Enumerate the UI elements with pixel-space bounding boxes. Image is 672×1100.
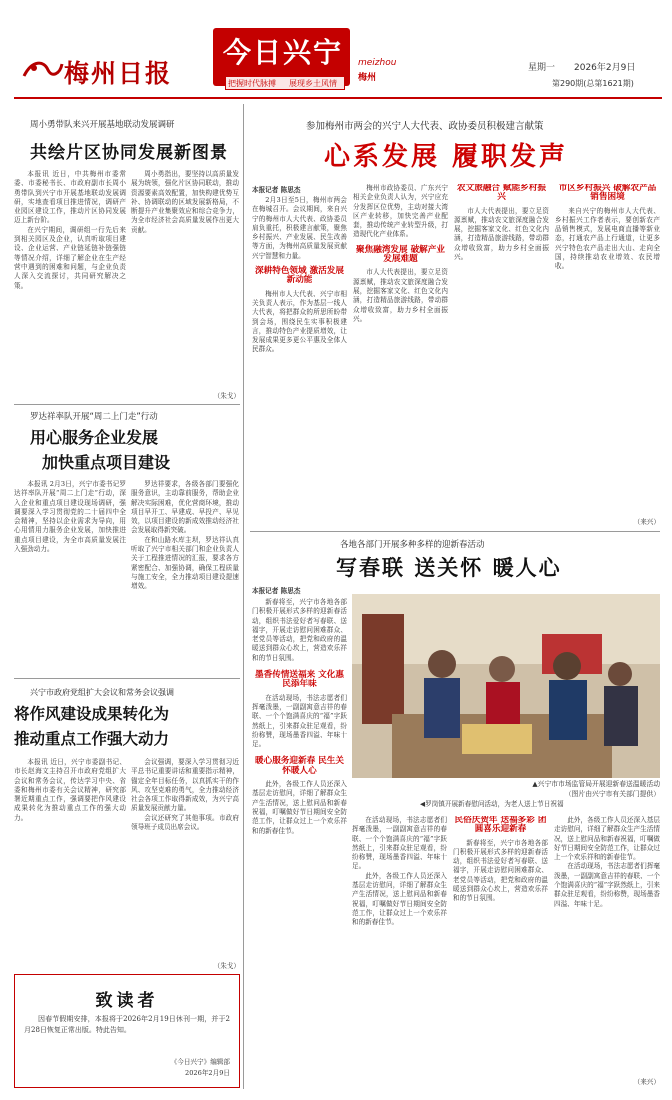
photo-caption-3: ◀罗岗镇开展新春慰问活动，为老人送上节日祝福 bbox=[420, 800, 564, 808]
brand-city: 梅州 bbox=[358, 73, 377, 83]
article-1-body: 本报讯 近日，中共梅州市委常委、市委秘书长、市政府副市长周小勇带队到兴宁市开展基地联动发展调研，实地查看项目推进情况，调研产业园区建设工作，推动片区协同发展迈上新台阶。 在兴宁期间，调研组一行先后来到相关园区及企业，认真听取项目建设、企业运营、产业链延链补链强链等情况介绍，详细了解企业在生产经营中遇到的困难和问题，与企业负责人深入交流探讨，共同研究解决之策。 bbox=[14, 170, 126, 290]
subhead-5: 墨香传情送福来 文化惠民添年味 bbox=[255, 670, 344, 690]
article-4-col-4: 市区乡村振兴 破解农产品销售困境 来自兴宁的梅州市人大代表、乡村振兴工作者表示，要创新农产品销售模式，发展电商直播等新业态，打通农产品上行通道，让更多兴宁特色农产品走出大山、走向全国，持续推动农业增效、农民增收。 bbox=[555, 184, 660, 271]
masthead bbox=[0, 0, 672, 98]
newspaper-logo-icon bbox=[22, 56, 64, 82]
article-1-body-cont: 周小勇指出，要坚持以高质量发展为统领，强化片区协同联动，推动资源要素高效配置，加快构建优势互补、协调联动的区域发展新格局，不断提升产业集聚效应和综合竞争力，为全市经济社会高质量发展作出更大贡献。 bbox=[131, 170, 239, 234]
subhead-6: 暖心服务迎新春 民生关怀暖人心 bbox=[255, 756, 344, 776]
article-3-title-1: 将作风建设成果转化为 bbox=[14, 704, 170, 723]
masthead-divider bbox=[14, 97, 662, 99]
subhead-2: 聚焦融湾发展 破解产业发展难题 bbox=[356, 244, 445, 265]
article-4-col-1: 2月3日至5日，梅州市两会在梅城召开。会议期间，来自兴宁的梅州市人大代表、政协委员肩负重托，积极建言献策，聚焦乡村振兴、产业发展、民生改善等方面，为梅州高质量发展贡献兴宁智慧和力量。 深耕特色领域 激活发展新动能 梅州市人大代表、兴宁市相关负责人表示，作为基层一线人大代表，将把群众的所思所盼带到会场，围绕民生实事积极建言，推动特色产业提质增效，让发展成果更多更公平惠及全体人民群众。 bbox=[252, 196, 347, 354]
subhead-7: 民俗庆贺年 送福多彩 团圆喜乐迎新春 bbox=[454, 816, 547, 835]
article-5-col-2: 在活动现场，书法志愿者们挥毫泼墨，一副副寓意吉祥的春联、一个个饱满喜庆的“福”字跃然纸上，引来群众驻足观看，纷纷称赞，现场墨香四溢、年味十足。 此外，各级工作人员还深入基层走访慰问，详细了解群众生产生活情况，送上慰问品和新春祝福，叮嘱做好节日期间安全防范工作，让群众过上一个欢乐祥和的新春佳节。 bbox=[352, 816, 447, 927]
article-4-byline: 本报记者 陈思杰 bbox=[252, 186, 301, 194]
brand-pinyin: meizhou bbox=[358, 58, 397, 68]
article-4-col-2: 梅州市政协委员、广东兴宁相关企业负责人认为，兴宁应充分发挥区位优势，主动对接大湾区产业转移，加快完善产业配套，推动传统产业转型升级，打造现代化产业体系。 聚焦融湾发展 破解产业发展难题 市人大代表提出，要立足资源禀赋，推动农文旅深度融合发展，挖掘客家文化、红色文化内涵，打造精品旅游线路，带动群众增收致富，助力乡村全面振兴。 bbox=[353, 184, 448, 323]
newspaper-logo-text: 梅州日报 bbox=[64, 59, 173, 88]
article-2-body: 本报讯 2月3日，兴宁市委书记罗达祥率队开展“周二上门走”行动，深入企业和重点项目建设现场调研，强调要深入学习贯彻党的二十届四中全会精神，坚持以企业需求为导向，用心用情用力服务企业发展，加快推进重点项目建设，为全市高质量发展注入强劲动力。 bbox=[14, 480, 126, 554]
brand-slogan-2: 展现乡土风情 bbox=[289, 79, 337, 88]
notice-sign-1: 《今日兴宁》编辑部 bbox=[170, 1058, 230, 1066]
issue-number: 第290期(总第1621期) bbox=[552, 79, 634, 88]
article-2-title-2: 加快重点项目建设 bbox=[42, 453, 171, 472]
article-5-kicker: 各地各部门开展多种多样的迎新春活动 bbox=[340, 540, 485, 550]
notice-sign-2: 2026年2月9日 bbox=[185, 1069, 230, 1077]
subhead-1: 深耕特色领域 激活发展新动能 bbox=[255, 266, 344, 286]
photo-caption-2: （图片由兴宁市有关部门提供） bbox=[564, 790, 660, 798]
article-3-title-2: 推动重点工作强大动力 bbox=[14, 729, 170, 748]
headline-kicker: 参加梅州市两会的兴宁人大代表、政协委员积极建言献策 bbox=[306, 121, 544, 132]
headline-title: 心系发展 履职发声 bbox=[324, 142, 569, 172]
article-3-subtitle: 兴宁市政府党组扩大会议和常务会议强调 bbox=[30, 688, 174, 697]
article-5-title: 写春联 送关怀 暖人心 bbox=[336, 555, 562, 580]
article-3-body-cont: 会议强调，要深入学习贯彻习近平总书记重要讲话和重要指示精神，锚定全年目标任务，以真抓实干的作风、攻坚克难的勇气，全力推动经济社会各项工作取得新成效，为兴宁高质量发展贡献力量。 会议还研究了其他事项。市政府领导班子成员出席会议。 bbox=[131, 758, 239, 832]
article-2-subtitle: 罗达祥率队开展“周二上门走”行动 bbox=[30, 412, 158, 422]
notice-body: 因春节假期安排，本报将于2026年2月19日休刊一期，并于2月28日恢复正常出版。特此告知。 bbox=[24, 1015, 230, 1034]
festival-photo bbox=[352, 594, 660, 778]
article-1-title: 共绘片区协同发展新图景 bbox=[30, 143, 228, 163]
article-5-tag: （来兴） bbox=[633, 1078, 660, 1086]
subhead-4: 市区乡村振兴 破解农产品销售困境 bbox=[558, 184, 657, 203]
article-5-col-3: 民俗庆贺年 送福多彩 团圆喜乐迎新春 新春将至，兴宁市各地各部门积极开展形式多样的迎新春活动，组织书法爱好者写春联、送福字，开展走访慰问困难群众、老党员等活动，把党和政府的温暖送到群众心坎上，营造欢乐祥和的节日氛围。 bbox=[453, 816, 548, 903]
weekday: 星期一 bbox=[528, 63, 556, 73]
article-2-title-1: 用心服务企业发展 bbox=[30, 428, 159, 447]
brand-title: 今日兴宁 bbox=[222, 36, 343, 69]
article-4-col-3: 农文旅融合 赋能乡村振兴 市人大代表提出，要立足资源禀赋，推动农文旅深度融合发展，挖掘客家文化、红色文化内涵，打造精品旅游线路，带动群众增收致富，助力乡村全面振兴。 bbox=[454, 184, 549, 262]
article-4-tag: （来兴） bbox=[633, 518, 660, 526]
subhead-3: 农文旅融合 赋能乡村振兴 bbox=[457, 184, 546, 203]
article-5-byline: 本报记者 陈思杰 bbox=[252, 587, 301, 595]
section-divider-1 bbox=[14, 404, 240, 405]
article-3-body: 本报讯 近日，兴宁市委副书记、市长赵海文主持召开市政府党组扩大会议和常务会议，传达学习中央、省委和梅州市委有关会议精神，研究部署近期重点工作，强调要把作风建设成果转化为推动重点工作的强大动力。 bbox=[14, 758, 126, 822]
article-1-subtitle: 周小勇带队来兴开展基地联动发展调研 bbox=[30, 120, 175, 130]
brand-slogan-1: 把握时代脉搏 bbox=[228, 79, 276, 88]
column-divider bbox=[243, 104, 244, 1089]
article-1-tag: （朱戈） bbox=[213, 392, 240, 400]
issue-date: 2026年2月9日 bbox=[574, 63, 636, 73]
article-2-body-cont: 罗达祥要求，各级各部门要强化服务意识，主动靠前服务，帮助企业解决实际困难，优化营商环境，推动项目早开工、早建成、早投产、早见效，以项目建设的新成效推动经济社会发展取得新突破。 在和山路水库主坝，罗达祥认真听取了兴宁市相关部门和企业负责人关于工程推进情况的汇报，要求各方紧密配合、加强协调，确保工程质量与施工安全，全力推动项目建设提速增效。 bbox=[131, 480, 239, 591]
section-divider-3 bbox=[250, 531, 660, 532]
photo-caption-1: ▲兴宁市市场监管局开展迎新春送温暖活动 bbox=[532, 780, 660, 788]
article-5-col-1: 新春将至，兴宁市各地各部门积极开展形式多样的迎新春活动，组织书法爱好者写春联、送福字，开展走访慰问困难群众、老党员等活动，把党和政府的温暖送到群众心坎上，营造欢乐祥和的节日氛围。 墨香传情送福来 文化惠民添年味 在活动现场，书法志愿者们挥毫泼墨，一副副寓意吉祥的春联、一个个饱满喜庆的“福”字跃然纸上，引来群众驻足观看，纷纷称赞，现场墨香四溢、年味十足。 暖心服务迎新春 民生关怀暖人心 此外，各级工作人员还深入基层走访慰问，详细了解群众生产生活情况，送上慰问品和新春祝福，叮嘱做好节日期间安全防范工作，让群众过上一个欢乐祥和的新春佳节。 bbox=[252, 598, 347, 835]
notice-title: 致读者 bbox=[95, 991, 159, 1011]
article-3-tag: （朱戈） bbox=[213, 962, 240, 970]
article-5-col-4: 此外，各级工作人员还深入基层走访慰问，详细了解群众生产生活情况，送上慰问品和新春祝福，叮嘱做好节日期间安全防范工作，让群众过上一个欢乐祥和的新春佳节。 在活动现场，书法志愿者们挥毫泼墨，一副副寓意吉祥的春联、一个个饱满喜庆的“福”字跃然纸上，引来群众驻足观看，纷纷称赞，现场墨香四溢、年味十足。 bbox=[554, 816, 660, 908]
section-divider-2 bbox=[14, 678, 240, 679]
